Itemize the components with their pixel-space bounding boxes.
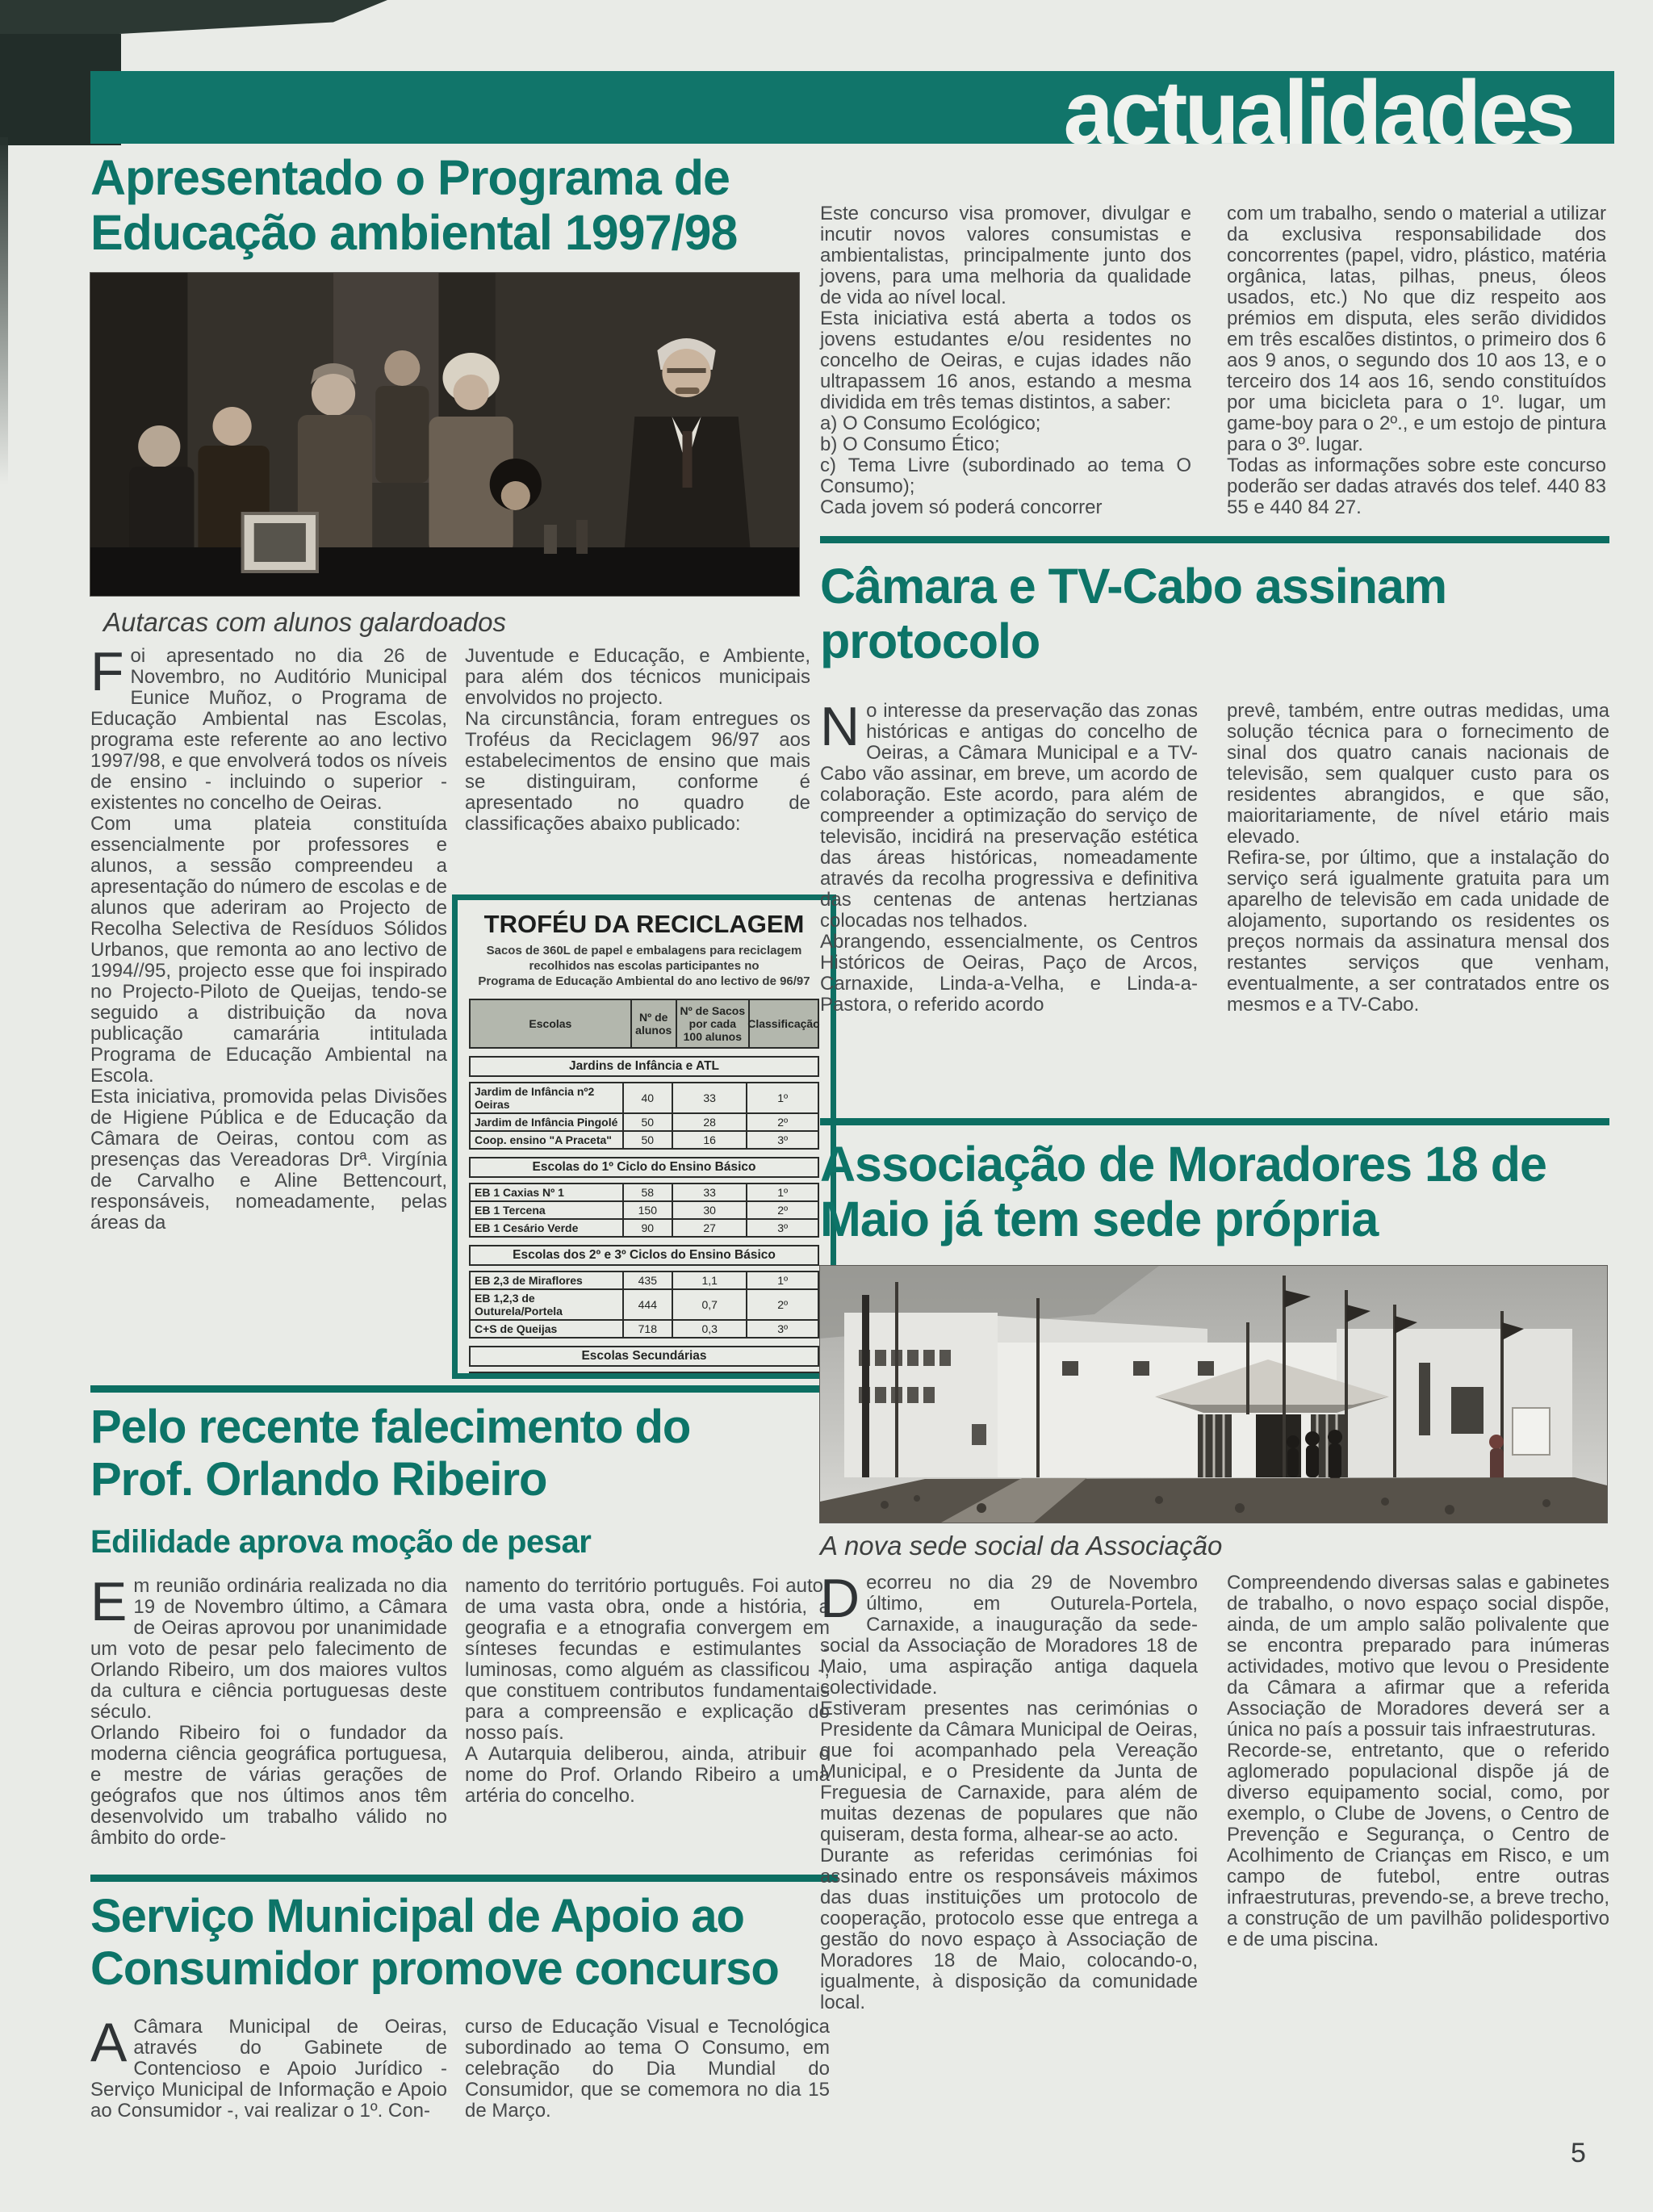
table-section-band: Escolas dos 2º e 3º Ciclos do Ensino Básico [469,1245,819,1266]
tvcabo-column-2 [1227,701,1609,1016]
paragraph: Todas as informações sobre este concurso poderão ser dadas através dos telef. 440 83 55 e 440 84 27. [1227,455,1606,518]
paragraph: Orlando Ribeiro foi o fundador da moderna ciência geográfica portuguesa, e mestre de várias gerações de geógrafos que nos últimos anos têm desenvolvido um trabalho válido no âmbito do orde- [90,1722,447,1849]
paragraph: a) O Consumo Ecológico; [820,413,1041,434]
building-photo [820,1266,1607,1523]
trofeu-header-classificacao: Classificação [748,1000,818,1047]
trofeu-title: TROFÉU DA RECICLAGEM [483,910,805,938]
table-section-band: Escolas do 1º Ciclo do Ensino Básico [469,1157,819,1178]
scan-artifact-edge [0,137,8,484]
table-row: Jardim de Infância Pingolé 50 28 2º [470,1113,818,1131]
tvcabo-column-1 [820,696,1198,1016]
headline-educacao: Apresentado o Programa de Educação ambiental 1997/98 [90,150,738,261]
table-section-rows [469,1183,819,1238]
trofeu-header-escolas: Escolas [529,1016,572,1030]
section-banner [90,62,1614,163]
paragraph: No interesse da preservação das zonas históricas e antigas do concelho de Oeiras, a Câmara Municipal e a TV-Cabo vão assinar, em breve, um acordo de colaboração. Este acordo, para além de compreender a optimização do serviço de televisão, incidirá na preservação estética das áreas históricas, nomeadamente através da recolha progressiva e definitiva das centenas de antenas hertzianas colocadas nos telhados. [820,696,1198,932]
subhead-ribeiro: Edilidade aprova moção de pesar [90,1524,592,1560]
moradores-column-2 [1227,1573,1609,1950]
paragraph: com um trabalho, sendo o material a utilizar da exclusiva responsabilidade dos concorrentes (papel, vidro, plástico, matéria orgânica, latas, pilhas, pneus, óleos usados, etc.) No que diz respeito aos prémios em disputa, eles serão divididos em três escalões distintos, o primeiro dos 6 aos 9 anos, o segundo dos 10 aos 13, e o terceiro dos 14 aos 16, sendo constituídos por uma bicicleta para o 1º. lugar, um game-boy para o 2º., e um estojo de pintura para o 3º. lugar. [1227,203,1606,455]
paragraph: Com uma plateia constituída essencialmente por professores e alunos, a sessão compreendeu a apresentação do número de escolas e de alunos que aderiram ao Projecto de Recolha Selectiva de Resíduos Sólidos Urbanos, que remonta ao ano lectivo de 1994//95, projecto esse que foi inspirado no Projecto-Piloto de Queijas, tendo-se seguido a distribuição da nova publicação camarária intitulada Programa de Educação Ambiental na Escola. [90,813,447,1087]
paragraph: Programa de Educação Ambiental do ano lectivo de 96/97 [478,974,810,989]
trofeu-header-sacos: Nº de Sacos por cada 100 alunos [676,1000,748,1047]
table-section-rows [469,1372,819,1379]
paragraph: Compreendendo diversas salas e gabinetes de trabalho, o novo espaço social dispõe, ainda, de um amplo salão polivalente que se encontra preparado para inúmeras actividades, motivo que levou o Presidente da Câmara a afirmar que a referida Associação de Moradores deverá ser a única no país a possuir tais infraestruturas. [1227,1572,1609,1741]
headline-moradores: Associação de Moradores 18 de Maio já tem sede própria [820,1137,1546,1247]
table-row: EB 1,2,3 de Outurela/Portela 444 0,7 2º [470,1289,818,1320]
paragraph: Durante as referidas cerimónias foi assinado entre os responsáveis máximos das duas instituições um protocolo de cooperação, protocolo esse que entrega a gestão do novo espaço à Associação de Moradores 18 de Maio, colocando-o, igualmente, à disposição da comunidade local. [820,1845,1198,2013]
table-section-rows [469,1082,819,1150]
paragraph: b) O Consumo Ético; [820,434,1000,455]
divider-rule [820,1118,1609,1125]
paragraph: Juventude e Educação, e Ambiente, para além dos técnicos municipais envolvidos no projecto. [465,645,810,709]
table-row: EB 1 Caxias Nº 1 58 33 1º [470,1184,818,1201]
paragraph: ACâmara Municipal de Oeiras, através do Gabinete de Contencioso e Apoio Jurídico - Serviço Municipal de Informação e Apoio ao Consumidor -, vai realizar o 1º. Con- [90,2012,447,2122]
trofeu-header-row [469,999,819,1049]
paragraph: Refira-se, por último, que a instalação do serviço será igualmente gratuita para um aparelho de televisão em cada unidade de alojamento, suportando os residentes os preços normais da assinatura mensal dos restantes serviços que venham, eventualmente, a ser contratados entre os mesmos e a TV-Cabo. [1227,847,1609,1016]
table-row: EB 1 Cesário Verde 90 27 3º [470,1219,818,1237]
table-row: C+S de Queijas 718 0,3 3º [470,1320,818,1338]
paragraph: Recorde-se, entretanto, que o referido aglomerado populacional dispõe já de diverso equipamento social, como, por exemplo, o Clube de Jovens, o Centro de Prevenção e Segurança, o Centro de Acolhimento de Crianças em Risco, e um campo de futebol, entre outras infraestruturas, prevendo-se, a breve trecho, a construção de um pavilhão polidesportivo e de uma piscina. [1227,1740,1609,1950]
table-row: EB 1 Tercena 150 30 2º [470,1201,818,1219]
moradores-column-1 [820,1568,1198,2013]
paragraph: namento do território português. Foi autor de uma vasta obra, onde a história, a geografia e a etnografia convergem em sínteses fecundas e estimulantes - luminosas, como alguém as classificou -, que constituem contributos fundamentais para a compreensão e explicação do nosso país. [465,1575,830,1744]
page-number: 5 [1571,2138,1586,2168]
table-row: EB 2,3 de Miraflores 435 1,1 1º [470,1271,818,1289]
section-banner-label: actualidades [1063,62,1572,163]
paragraph: Na circunstância, foram entregues os Troféus da Reciclagem 96/97 aos estabelecimentos de ensino que mais se distinguiram, conforme é apresentado no quadro de classificações abaixo publicado: [465,708,810,835]
paragraph: Esta iniciativa, promovida pelas Divisões de Higiene Pública e de Educação da Câmara de Oeiras, contou com as presenças das Vereadoras Drª. Virgínia de Carvalho e Aline Bettencourt, responsáveis, nomeadamente, pelas áreas da [90,1086,447,1234]
table-row: Jardim de Infância nº2 Oeiras 40 33 1º [470,1083,818,1113]
table-row [470,1372,818,1379]
building-photo-art [820,1266,1607,1523]
divider-rule [820,536,1609,543]
educacao-column-2 [465,646,810,835]
paragraph: Cada jovem só poderá concorrer [820,496,1103,518]
paragraph: Foi apresentado no dia 26 de Novembro, no Auditório Municipal Eunice Muñoz, o Programa de Educação Ambiental nas Escolas, programa este referente ao ano lectivo 1997/98, e que envolverá todos os níveis de ensino - incluindo o superior - existentes no concelho de Oeiras. [90,641,447,814]
paragraph: A Autarquia deliberou, ainda, atribuir o nome do Prof. Orlando Ribeiro a uma artéria do concelho. [465,1743,830,1807]
paragraph: prevê, também, entre outras medidas, uma solução técnica para o fornecimento de sinal dos quatro canais nacionais de televisão, sem qualquer custo para os residentes abrangidos, e que são, maioritariamente, de nível etário mais elevado. [1227,700,1609,848]
ribeiro-column-2 [465,1576,830,1807]
paragraph: c) Tema Livre (subordinado ao tema O Consumo); [820,455,1191,497]
table-section-band: Jardins de Infância e ATL [469,1056,819,1077]
educacao-column-1 [90,641,447,1234]
awards-photo-caption: Autarcas com alunos galardoados [103,607,506,637]
paragraph: Este concurso visa promover, divulgar e incutir novos valores consumistas e ambientalistas, principalmente junto dos jovens, para uma melhoria da qualidade de vida ao nível local. [820,203,1191,308]
trofeu-header-alunos: Nº de alunos [630,1000,676,1047]
paragraph: Estiveram presentes nas cerimónias o Presidente da Câmara Municipal de Oeiras, que foi acompanhado pela Vereação Municipal, e o Presidente da Junta de Freguesia de Carnaxide, para além de muitas dezenas de populares que não quiseram, desta forma, alhear-se ao acto. [820,1698,1198,1845]
paragraph: curso de Educação Visual e Tecnológica subordinado ao tema O Consumo, em celebração do Dia Mundial do Consumidor, que se comemora no dia 15 de Março. [465,2016,830,2122]
awards-photo [90,273,799,596]
consumidor-column-1 [90,2012,447,2122]
table-row: Coop. ensino "A Praceta" 50 16 3º [470,1131,818,1149]
trofeu-table-sections [469,1056,819,1379]
paragraph: Em reunião ordinária realizada no dia 19 de Novembro último, a Câmara de Oeiras aprovou por unanimidade um voto de pesar pelo falecimento de Orlando Ribeiro, um dos maiores vultos da cultura e ciência portuguesas deste século. [90,1571,447,1723]
consumidor-column-2 [465,2017,830,2122]
table-section-band: Escolas Secundárias [469,1346,819,1367]
trofeu-subtitle [469,943,819,990]
divider-rule [90,1875,838,1882]
paragraph: Abrangendo, essencialmente, os Centros Históricos de Oeiras, Paço de Arcos, Carnaxide, Linda-a-Velha, e Linda-a-Pastora, o referido acordo [820,931,1198,1016]
building-photo-caption: A nova sede social da Associação [820,1531,1223,1561]
awards-photo-art [90,273,799,596]
concurso-column-1 [820,203,1191,518]
divider-rule [90,1385,838,1393]
headline-ribeiro: Pelo recente falecimento do Prof. Orlando Ribeiro [90,1401,691,1506]
concurso-column-2 [1227,203,1606,518]
trofeu-reciclagem-box [452,894,836,1379]
paragraph: Decorreu no dia 29 de Novembro último, em Outurela-Portela, Carnaxide, a inauguração da sede-social da Associação de Moradores 18 de Maio, uma aspiração antiga daquela colectividade. [820,1568,1198,1699]
headline-tvcabo: Câmara e TV-Cabo assinam protocolo [820,559,1447,669]
table-section-rows [469,1271,819,1339]
paragraph: Esta iniciativa está aberta a todos os jovens estudantes e/ou residentes no concelho de Oeiras, e cujas idades não ultrapassem 16 anos, estando a mesma dividida em três temas distintos, a saber: [820,308,1191,413]
paragraph: Sacos de 360L de papel e embalagens para reciclagem [486,944,802,957]
headline-consumidor: Serviço Municipal de Apoio ao Consumidor promove concurso [90,1890,779,1995]
ribeiro-column-1 [90,1571,447,1849]
paragraph: recolhidos nas escolas participantes no [529,959,760,974]
